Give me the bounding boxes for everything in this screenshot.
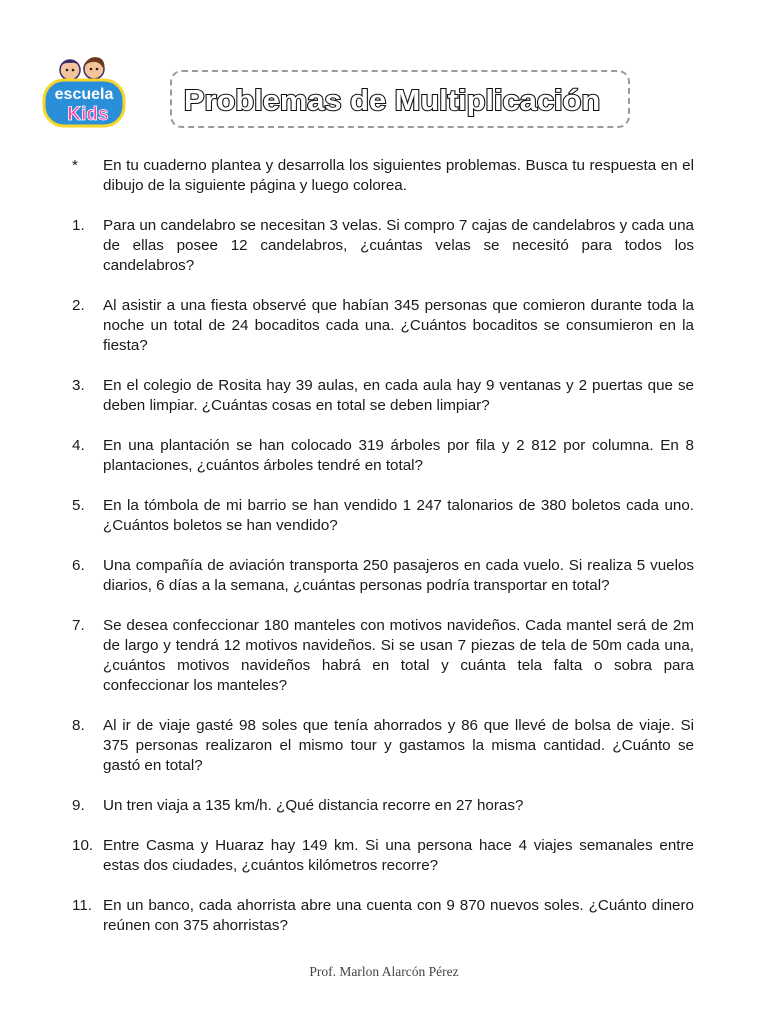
problem-item <box>72 436 694 476</box>
problem-number: 3. <box>72 377 85 394</box>
problem-text: Entre Casma y Huaraz hay 149 km. Si una persona hace 4 viajes semanales entre estas dos ciudades, ¿cuántos kilómetros recorre? <box>103 837 694 874</box>
problem-number: * <box>72 157 78 174</box>
problem-number: 9. <box>72 797 85 814</box>
problem-item <box>72 796 694 816</box>
title-box <box>170 70 630 128</box>
logo-line2: Kids <box>67 104 109 125</box>
problem-text: Una compañía de aviación transporta 250 pasajeros en cada vuelo. Si realiza 5 vuelos diarios, 6 días a la semana, ¿cuántas personas podría transportar en total? <box>103 557 694 594</box>
problem-text: En tu cuaderno plantea y desarrolla los siguientes problemas. Busca tu respuesta en el dibujo de la siguiente página y luego colorea. <box>103 157 694 194</box>
problem-item <box>72 716 694 776</box>
problem-item <box>72 216 694 276</box>
problem-number: 10. <box>72 837 94 854</box>
problem-text: En una plantación se han colocado 319 árboles por fila y 2 812 por columna. En 8 plantaciones, ¿cuántos árboles tendré en total? <box>103 437 694 474</box>
problem-text: En un banco, cada ahorrista abre una cuenta con 9 870 nuevos soles. ¿Cuánto dinero reúnen con 375 ahorristas? <box>103 897 694 934</box>
escuela-kids-logo <box>38 52 134 136</box>
problem-item <box>72 376 694 416</box>
problem-text: Al ir de viaje gasté 98 soles que tenía ahorrados y 86 que llevé de bolsa de viaje. Si 375 personas realizaron el mismo tour y gastamos la misma cantidad. ¿Cuánto se gastó en total? <box>103 717 694 774</box>
problem-number: 6. <box>72 557 85 574</box>
problem-number: 7. <box>72 617 85 634</box>
problem-item <box>72 156 694 196</box>
problem-number: 2. <box>72 297 85 314</box>
problem-number: 8. <box>72 717 85 734</box>
problem-number: 11. <box>72 897 92 914</box>
problem-text: Se desea confeccionar 180 manteles con motivos navideños. Cada mantel será de 2m de largo y tendrá 12 motivos navideños. Si se usan 7 piezas de tela de 50m cada una, ¿cuántos motivos navideños habrá en total y cuánta tela falta o sobra para confeccionar los manteles? <box>103 617 694 694</box>
author-footer: Prof. Marlon Alarcón Pérez <box>309 964 459 979</box>
problem-text: Un tren viaja a 135 km/h. ¿Qué distancia recorre en 27 horas? <box>103 797 524 814</box>
problem-number: 4. <box>72 437 85 454</box>
problem-text: Para un candelabro se necesitan 3 velas. Si compro 7 cajas de candelabros y cada una de ellas posee 12 candelabros, ¿cuántas velas se necesitó para todos los candelabros? <box>103 217 694 274</box>
problem-text: Al asistir a una fiesta observé que habían 345 personas que comieron durante toda la noche un total de 24 bocaditos cada una. ¿Cuántos bocaditos se consumieron en la fiesta? <box>103 297 694 354</box>
problem-number: 1. <box>72 217 85 234</box>
problem-item <box>72 296 694 356</box>
problem-text: En la tómbola de mi barrio se han vendido 1 247 talonarios de 380 boletos cada uno. ¿Cuántos boletos se han vendido? <box>103 497 694 534</box>
problem-item <box>72 616 694 696</box>
problem-item <box>72 556 694 596</box>
page-title: Problemas de Multiplicación <box>183 84 601 117</box>
problem-item <box>72 496 694 536</box>
problem-list <box>72 156 694 956</box>
problem-number: 5. <box>72 497 85 514</box>
logo-line1: escuela <box>54 86 114 103</box>
problem-text: En el colegio de Rosita hay 39 aulas, en cada aula hay 9 ventanas y 2 puertas que se deben limpiar. ¿Cuántas cosas en total se deben limpiar? <box>103 377 694 414</box>
problem-item <box>72 836 694 876</box>
problem-item <box>72 896 694 936</box>
